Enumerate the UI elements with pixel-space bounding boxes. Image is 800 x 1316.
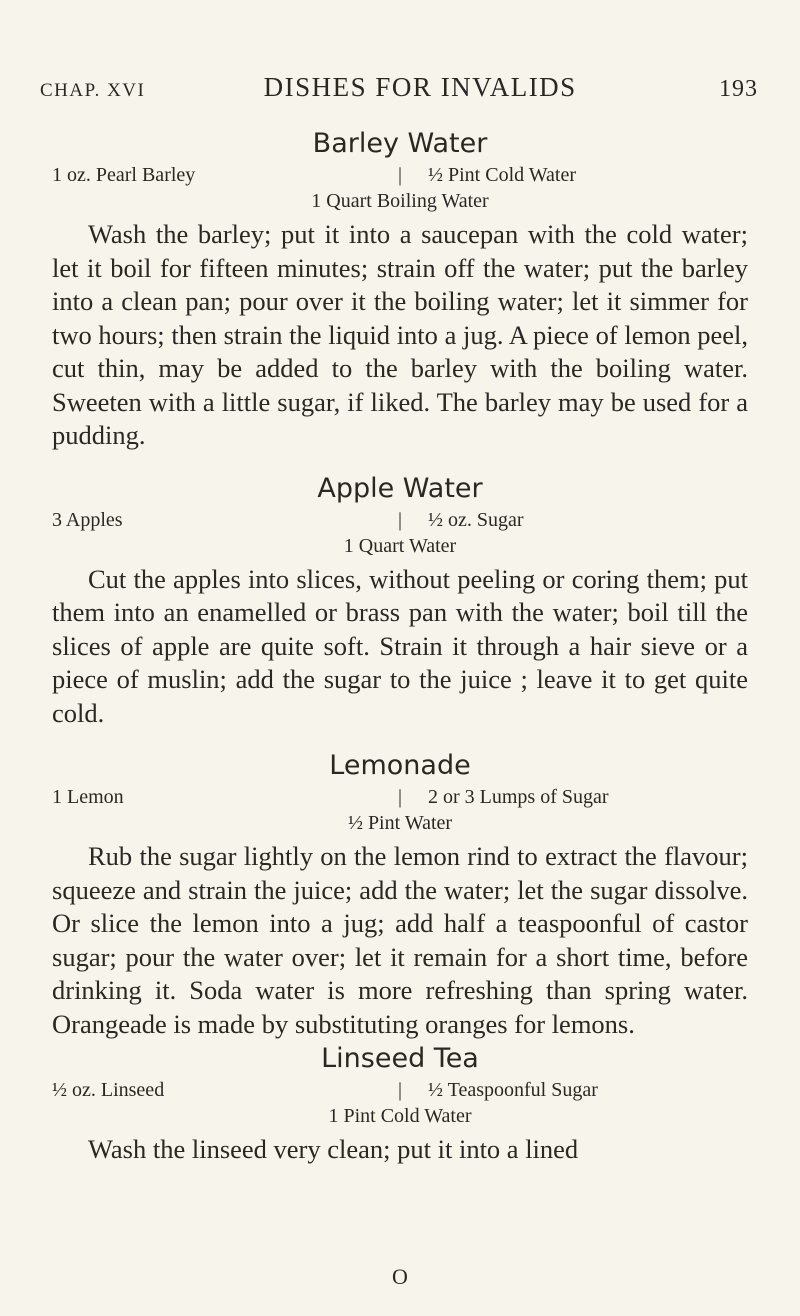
chapter-label: CHAP. XVI	[40, 80, 146, 101]
ingredient-right: 2 or 3 Lumps of Sugar	[428, 786, 609, 808]
running-head	[40, 72, 758, 103]
ingredient-left: 1 Lemon	[52, 786, 124, 808]
recipe-instructions: Wash the barley; put it into a saucepan with the cold water; let it boil for fifteen minutes; strain off the water; put the barley into a clean pan; pour over it the boiling water; let it simmer for two hours; then strain the liquid into a jug. A piece of lemon peel, cut thin, may be added to the barley with the boiling water. Sweeten with a little sugar, if liked. The barley may be used for a pudding.	[52, 219, 748, 450]
ingredient-divider: |	[397, 508, 402, 531]
ingredient-row	[52, 162, 748, 188]
section-gap	[52, 453, 748, 471]
recipe-title: Barley Water	[312, 128, 488, 159]
ingredient-right: ½ oz. Sugar	[428, 508, 524, 531]
ingredient-row	[52, 507, 748, 533]
ingredient-divider: |	[397, 786, 402, 808]
page-number: 193	[719, 76, 758, 102]
ingredient-left: 3 Apples	[52, 508, 123, 531]
signature-mark: O	[392, 1264, 408, 1289]
ingredient-center: 1 Pint Cold Water	[328, 1105, 472, 1127]
ingredient-right: ½ Pint Cold Water	[428, 164, 577, 186]
ingredient-row	[52, 784, 748, 810]
recipe-lemonade	[52, 748, 748, 1041]
recipe-instructions: Cut the apples into slices, without peeling or coring them; put them into an enamelled or brass pan with the water; boil till the slices of apple are quite soft. Strain it through a hair sieve or a piece of muslin; add the sugar to the juice ; leave it to get quite cold.	[52, 563, 748, 728]
recipe-title: Lemonade	[329, 750, 471, 781]
ingredient-center: 1 Quart Boiling Water	[311, 190, 489, 212]
recipe-barley-water	[52, 126, 748, 453]
recipe-title: Linseed Tea	[321, 1043, 479, 1074]
ingredient-divider: |	[397, 1079, 402, 1101]
ingredient-right: ½ Teaspoonful Sugar	[428, 1079, 598, 1101]
recipe-title: Apple Water	[317, 472, 483, 504]
page-content	[52, 126, 748, 1167]
ingredient-divider: |	[397, 164, 402, 186]
recipe-linseed-tea	[52, 1041, 748, 1167]
recipe-instructions: Wash the linseed very clean; put it into a lined	[88, 1134, 579, 1164]
ingredient-center: 1 Quart Water	[343, 534, 457, 557]
chapter-title: DISHES FOR INVALIDS	[263, 72, 577, 102]
recipe-instructions: Rub the sugar lightly on the lemon rind to extract the flavour; squeeze and strain the juice; add the water; let the sugar dissolve. Or slice the lemon into a jug; add half a teaspoonful of castor sugar; pour the water over; let it remain for a short time, before drinking it. Soda water is more refreshing than spring water. Orangeade is made by substituting oranges for lemons.	[52, 841, 748, 1039]
recipe-apple-water	[52, 471, 748, 731]
section-gap	[52, 730, 748, 748]
ingredient-left: ½ oz. Linseed	[52, 1079, 165, 1101]
ingredient-center: ½ Pint Water	[347, 812, 453, 834]
ingredient-row	[52, 1077, 748, 1103]
ingredient-left: 1 oz. Pearl Barley	[52, 164, 196, 186]
